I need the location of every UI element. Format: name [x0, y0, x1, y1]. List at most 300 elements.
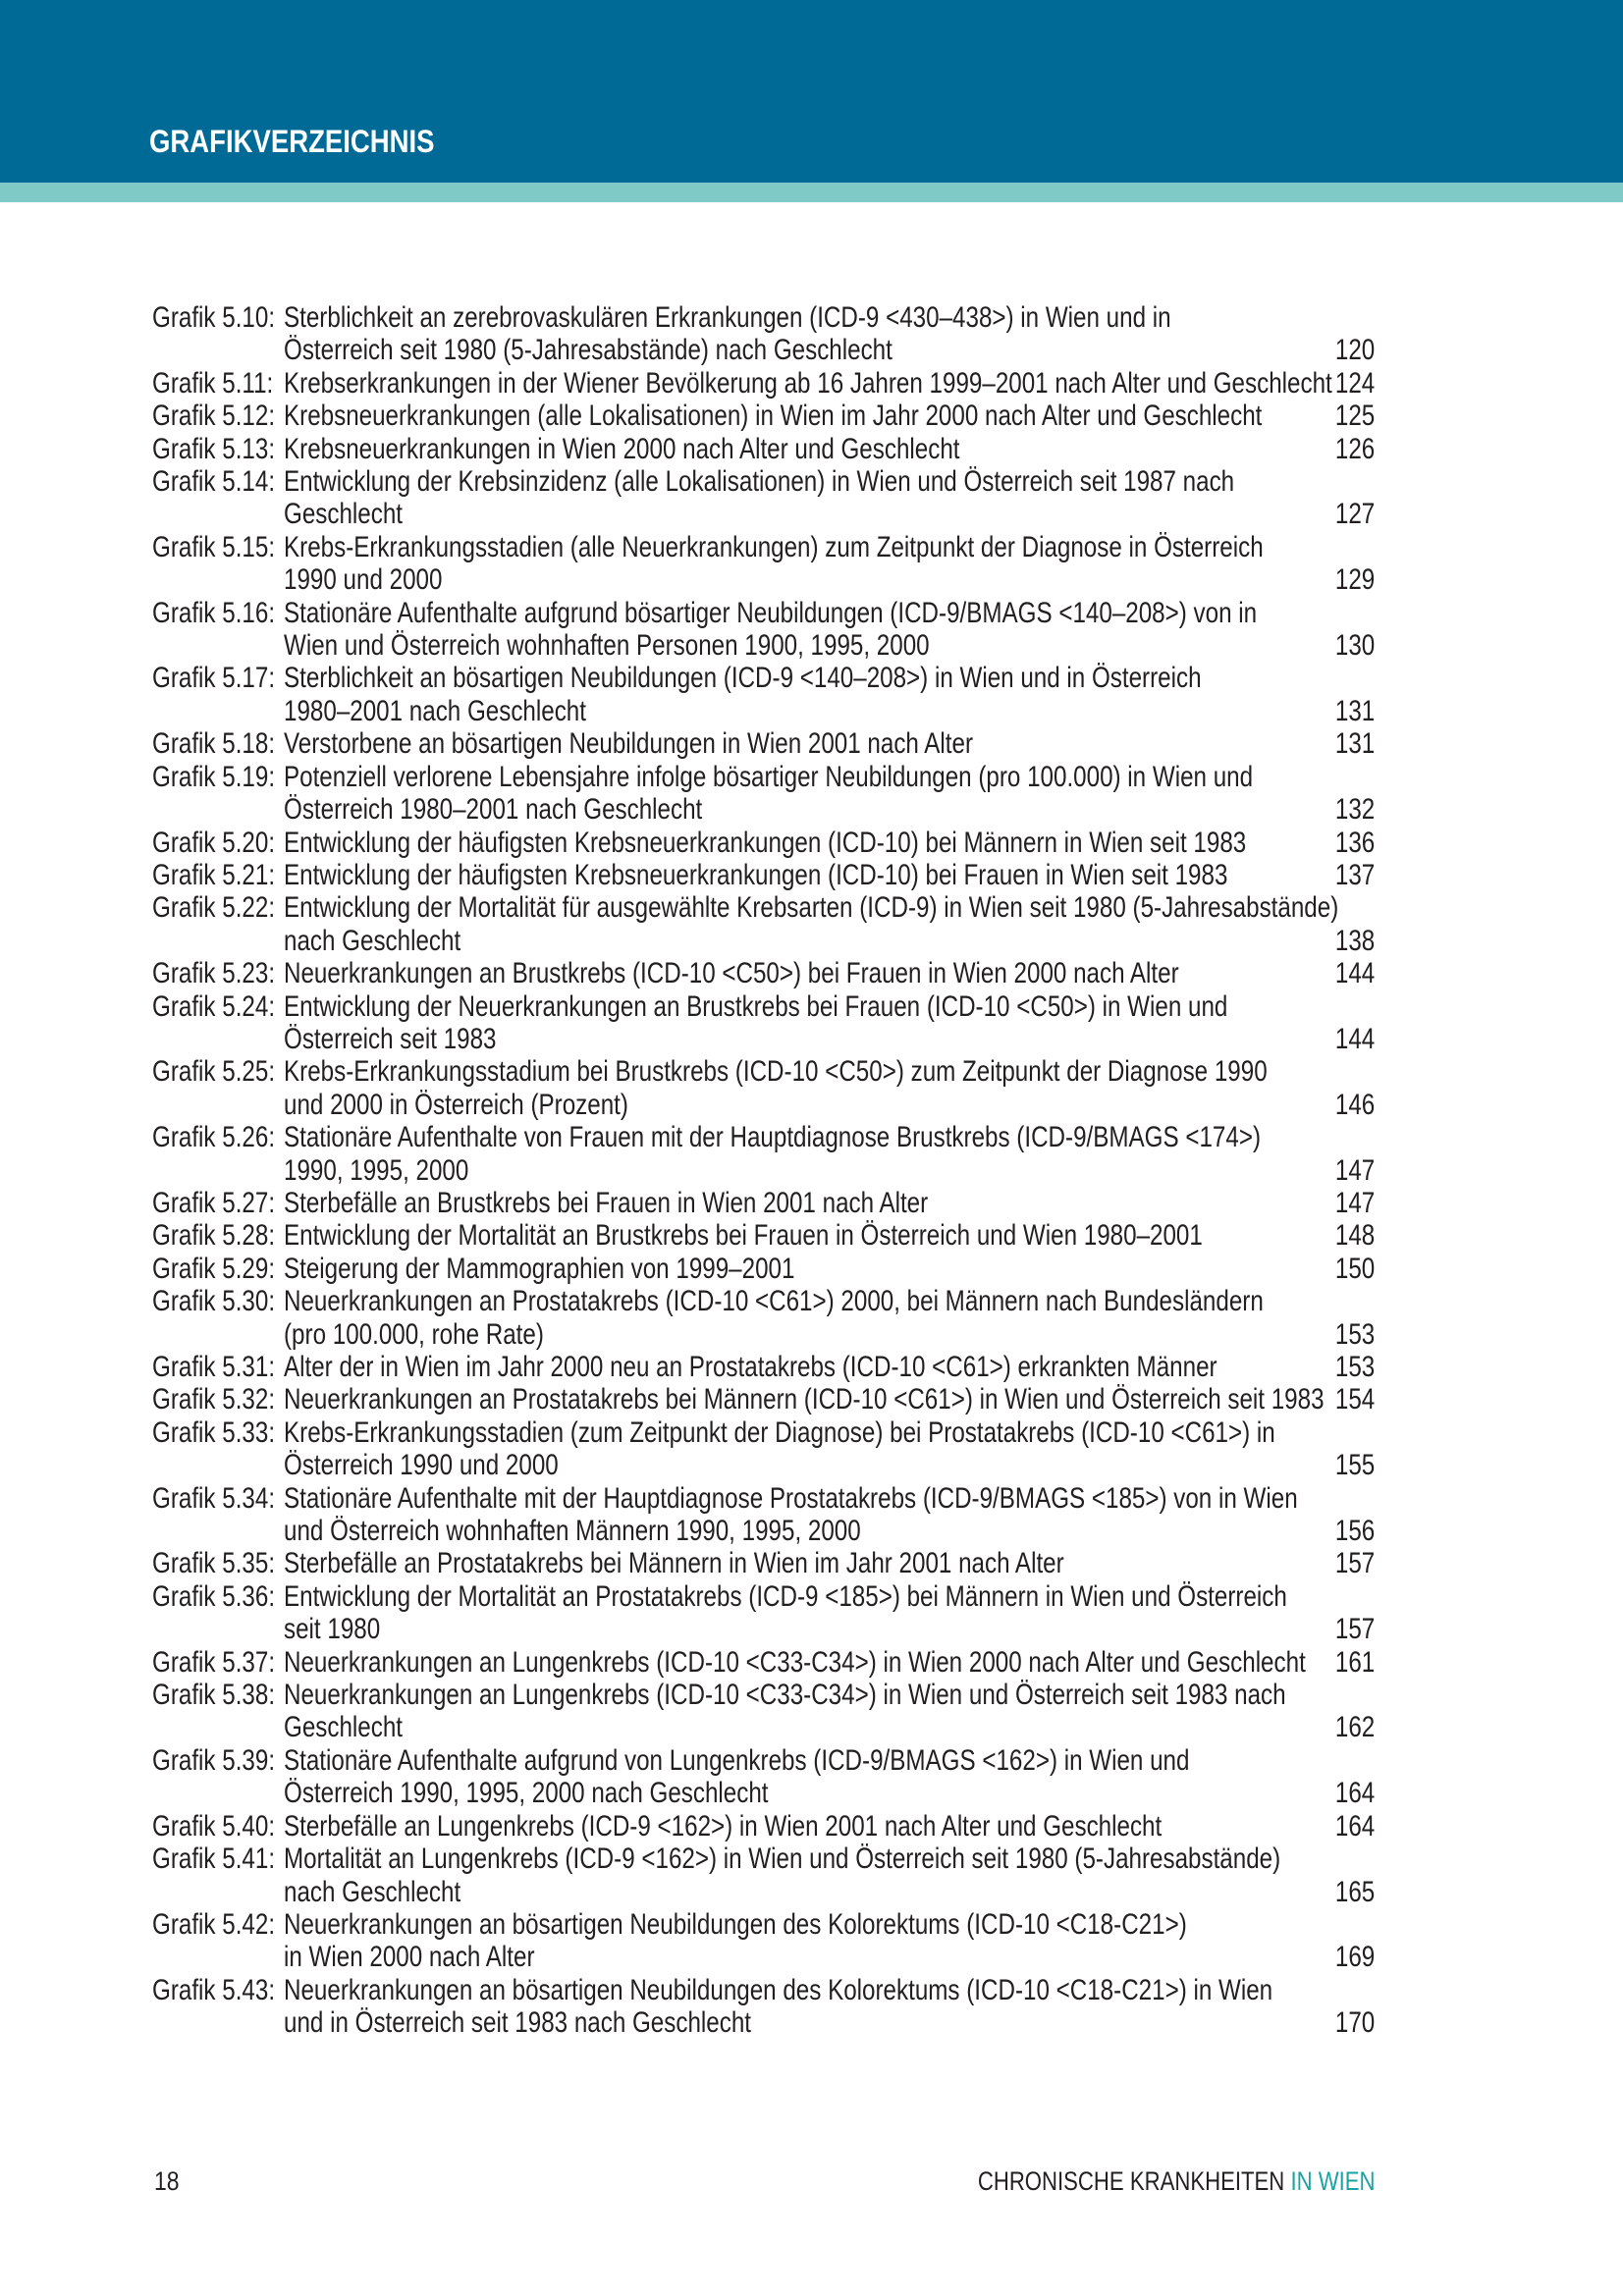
entry-page-number: [1316, 1810, 1375, 1842]
entry-caption: [284, 465, 1443, 531]
entry-number-text: Grafik 5.32:: [152, 1383, 276, 1416]
entry-page-number: [1316, 629, 1375, 662]
entry-page-number-text: 132: [1334, 793, 1375, 827]
toc-entry[interactable]: [152, 727, 1375, 760]
entry-page-number: [1316, 1219, 1375, 1252]
entry-page-number-text: 164: [1334, 1777, 1375, 1810]
entry-caption-line: [284, 1154, 1475, 1187]
entry-page-number-text: 147: [1334, 1186, 1375, 1219]
entry-number: [152, 761, 284, 827]
entry-number-text: Grafik 5.28:: [152, 1219, 276, 1253]
entry-caption: [284, 761, 1466, 827]
toc-entry[interactable]: [152, 1580, 1375, 1646]
entry-page-number: [1316, 1876, 1375, 1908]
entry-number-text: Grafik 5.10:: [152, 301, 276, 334]
entry-page-number: [1316, 793, 1375, 826]
entry-caption: [284, 1416, 1492, 1482]
entry-caption-text: 1990 und 2000: [284, 563, 443, 597]
entry-page-number: [1316, 925, 1375, 957]
entry-caption-line: [284, 662, 1403, 694]
entry-caption-line: [284, 957, 1376, 989]
entry-page-number-text: 144: [1334, 957, 1375, 990]
entry-number-text: Grafik 5.17:: [152, 662, 276, 695]
entry-caption-text: nach Geschlecht: [284, 1875, 461, 1908]
entry-page-number: [1316, 727, 1375, 760]
entry-page-number: [1316, 1515, 1375, 1547]
entry-page-number-text: 157: [1334, 1547, 1375, 1580]
entry-number-text: Grafik 5.41:: [152, 1842, 276, 1876]
entry-number-text: Grafik 5.22:: [152, 891, 276, 925]
entry-number: [152, 827, 284, 859]
entry-caption: [284, 1974, 1489, 2040]
entry-caption-text: Mortalität an Lungenkrebs (ICD-9 <162>) in Wien und Österreich seit 1980 (5-Jahresabstände): [284, 1842, 1281, 1876]
entry-caption-text: in Wien 2000 nach Alter: [284, 1941, 535, 1974]
entry-number: [152, 727, 284, 760]
entry-page-number: [1316, 1351, 1375, 1383]
entry-page-number: [1316, 1711, 1375, 1743]
entry-caption-line: [284, 1974, 1489, 2006]
entry-caption: [284, 1547, 1375, 1579]
entry-page-number: [1316, 1777, 1375, 1809]
entry-number: [152, 662, 284, 727]
entry-number: [152, 400, 284, 432]
entry-number-text: Grafik 5.26:: [152, 1121, 276, 1154]
entry-page-number: [1316, 1547, 1375, 1579]
entry-caption-text: Neuerkrankungen an Prostatakrebs bei Männern (ICD-10 <C61>) in Wien und Österreich seit 1983: [284, 1383, 1325, 1416]
entry-caption-text: und 2000 in Österreich (Prozent): [284, 1088, 628, 1121]
entry-caption: [284, 433, 1375, 465]
entry-page-number-text: 170: [1334, 2006, 1375, 2040]
entry-caption-line: [284, 1547, 1375, 1579]
entry-caption-text: Neuerkrankungen an bösartigen Neubildungen des Kolorektums (ICD-10 <C18-C21>): [284, 1907, 1187, 1941]
entry-number-text: Grafik 5.18:: [152, 727, 276, 761]
entry-caption: [284, 859, 1434, 891]
entry-number: [152, 1646, 284, 1679]
toc-entry[interactable]: [152, 1055, 1375, 1121]
entry-page-number-text: 153: [1334, 1317, 1375, 1351]
entry-page-number: [1316, 498, 1375, 530]
entry-caption-line: [284, 334, 1375, 366]
entry-page-number: [1316, 367, 1375, 400]
entry-caption-text: Neuerkrankungen an Brustkrebs (ICD-10 <C50>) bei Frauen in Wien 2000 nach Alter: [284, 957, 1179, 990]
entry-caption-line: [284, 1941, 1385, 1973]
toc-entry[interactable]: [152, 531, 1375, 597]
entry-page-number-text: 165: [1334, 1875, 1375, 1908]
toc-entry[interactable]: [152, 1219, 1375, 1252]
entry-number: [152, 1810, 284, 1842]
figure-list: [152, 301, 1375, 2040]
entry-number-text: Grafik 5.38:: [152, 1679, 276, 1712]
header-stripe: [0, 183, 1623, 202]
entry-caption-text: Sterbefälle an Prostatakrebs bei Männern in Wien im Jahr 2001 nach Alter: [284, 1547, 1064, 1580]
entry-caption-text: Österreich 1990, 1995, 2000 nach Geschlecht: [284, 1777, 769, 1810]
entry-page-number-text: 154: [1334, 1383, 1375, 1416]
entry-page-number-text: 120: [1334, 334, 1375, 367]
entry-caption-text: Entwicklung der Mortalität an Brustkrebs bei Frauen in Österreich und Wien 1980–2001: [284, 1219, 1203, 1253]
toc-entry[interactable]: [152, 1974, 1375, 2040]
entry-number: [152, 1351, 284, 1383]
entry-caption-text: Krebs-Erkrankungsstadien (zum Zeitpunkt der Diagnose) bei Prostatakrebs (ICD-10 <C61>) in: [284, 1415, 1275, 1449]
entry-number-text: Grafik 5.19:: [152, 760, 276, 793]
toc-entry[interactable]: [152, 1679, 1375, 1744]
footer-page-number: 18: [154, 2166, 180, 2196]
toc-entry[interactable]: [152, 990, 1375, 1056]
entry-page-number: [1316, 1449, 1375, 1481]
entry-caption-line: [284, 859, 1434, 891]
entry-number-text: Grafik 5.21:: [152, 858, 276, 891]
entry-caption-text: Neuerkrankungen an bösartigen Neubildungen des Kolorektums (ICD-10 <C18-C21>) in Wien: [284, 1973, 1273, 2006]
toc-entry[interactable]: [152, 1416, 1375, 1482]
entry-caption: [284, 1908, 1385, 1974]
entry-page-number: [1316, 859, 1375, 891]
entry-page-number-text: 164: [1334, 1809, 1375, 1842]
entry-page-number: [1316, 1318, 1375, 1351]
entry-number: [152, 531, 284, 597]
entry-page-number: [1316, 2006, 1375, 2039]
toc-entry[interactable]: [152, 1285, 1375, 1351]
entry-caption-line: [284, 1023, 1434, 1055]
entry-caption-text: Krebs-Erkrankungsstadien (alle Neuerkrankungen) zum Zeitpunkt der Diagnose in Österreich: [284, 530, 1264, 563]
entry-caption-line: [284, 400, 1477, 432]
entry-number-text: Grafik 5.29:: [152, 1252, 276, 1285]
toc-entry[interactable]: [152, 301, 1375, 367]
toc-entry[interactable]: [152, 827, 1375, 859]
entry-page-number-text: 125: [1334, 400, 1375, 433]
entry-page-number: [1316, 1023, 1375, 1055]
entry-caption-line: [284, 597, 1471, 629]
entry-page-number: [1316, 827, 1375, 859]
entry-page-number: [1316, 1383, 1375, 1415]
entry-caption-text: Neuerkrankungen an Lungenkrebs (ICD-10 <C33-C34>) in Wien und Österreich seit 1983 nach: [284, 1679, 1286, 1712]
entry-caption: [284, 957, 1376, 989]
entry-number-text: Grafik 5.20:: [152, 826, 276, 859]
entry-page-number-text: 157: [1334, 1613, 1375, 1646]
entry-page-number: [1316, 1187, 1375, 1219]
entry-number-text: Grafik 5.27:: [152, 1186, 276, 1219]
entry-caption-line: [284, 761, 1466, 793]
entry-caption-line: [284, 1351, 1422, 1383]
entry-number: [152, 891, 284, 957]
entry-caption-text: Steigerung der Mammographien von 1999–2001: [284, 1252, 795, 1285]
entry-caption: [284, 1285, 1479, 1351]
entry-caption-text: und Österreich wohnhaften Männern 1990, 1995, 2000: [284, 1515, 861, 1548]
entry-page-number: [1316, 563, 1375, 596]
entry-number: [152, 1679, 284, 1744]
entry-caption-text: Stationäre Aufenthalte von Frauen mit der Hauptdiagnose Brustkrebs (ICD-9/BMAGS <174>): [284, 1121, 1262, 1154]
entry-caption-line: [284, 1416, 1492, 1449]
entry-number: [152, 1482, 284, 1548]
entry-number-text: Grafik 5.24:: [152, 989, 276, 1023]
entry-page-number: [1316, 1613, 1375, 1645]
entry-caption-text: Stationäre Aufenthalte mit der Hauptdiagnose Prostatakrebs (ICD-9/BMAGS <185>) von in Wien: [284, 1481, 1298, 1515]
entry-caption-line: [284, 531, 1479, 563]
entry-caption: [284, 1253, 1375, 1285]
entry-number-text: Grafik 5.35:: [152, 1547, 276, 1580]
entry-number: [152, 1580, 284, 1646]
entry-number: [152, 859, 284, 891]
entry-caption-text: Entwicklung der Krebsinzidenz (alle Lokalisationen) in Wien und Österreich seit 1987 nach: [284, 465, 1235, 499]
entry-caption: [284, 727, 1375, 760]
entry-number: [152, 597, 284, 663]
entry-number-text: Grafik 5.31:: [152, 1351, 276, 1383]
entry-caption-line: [284, 2006, 1489, 2039]
entry-caption-text: Neuerkrankungen an Lungenkrebs (ICD-10 <C33-C34>) in Wien 2000 nach Alter und Geschlecht: [284, 1645, 1306, 1679]
footer-title-accent: IN WIEN: [1290, 2166, 1376, 2196]
entry-number: [152, 990, 284, 1056]
entry-caption-line: [284, 990, 1434, 1023]
entry-page-number-text: 169: [1334, 1941, 1375, 1974]
entry-page-number: [1316, 695, 1375, 727]
toc-entry[interactable]: [152, 1744, 1375, 1810]
entry-page-number-text: 153: [1334, 1351, 1375, 1383]
entry-caption-line: [284, 1482, 1520, 1515]
entry-caption-line: [284, 629, 1471, 662]
entry-number-text: Grafik 5.13:: [152, 432, 276, 465]
entry-caption-line: [284, 301, 1375, 334]
entry-caption-line: [284, 1121, 1475, 1153]
footer-title-main: CHRONISCHE KRANKHEITEN: [978, 2166, 1291, 2196]
toc-entry[interactable]: [152, 1121, 1375, 1187]
toc-entry[interactable]: [152, 859, 1375, 891]
entry-page-number-text: 161: [1334, 1645, 1375, 1679]
entry-caption-line: [284, 1449, 1492, 1481]
entry-caption: [284, 301, 1375, 367]
entry-page-number-text: 130: [1334, 629, 1375, 663]
entry-number-text: Grafik 5.25:: [152, 1055, 276, 1089]
entry-caption: [284, 1744, 1388, 1810]
entry-caption: [284, 1187, 1375, 1219]
entry-page-number-text: 124: [1334, 366, 1375, 400]
entry-caption-text: Krebserkrankungen in der Wiener Bevölkerung ab 16 Jahren 1999–2001 nach Alter und Geschlecht: [284, 366, 1332, 400]
entry-caption-line: [284, 1187, 1375, 1219]
entry-number: [152, 1842, 284, 1908]
entry-caption-line: [284, 1777, 1388, 1809]
entry-caption-text: Potenziell verlorene Lebensjahre infolge bösartiger Neubildungen (pro 100.000) in Wien und: [284, 760, 1254, 793]
entry-caption-text: (pro 100.000, rohe Rate): [284, 1317, 544, 1351]
entry-caption: [284, 891, 1570, 957]
entry-page-number-text: 131: [1334, 727, 1375, 761]
entry-number: [152, 1744, 284, 1810]
entry-number: [152, 1974, 284, 2040]
entry-caption-text: seit 1980: [284, 1613, 381, 1646]
entry-page-number: [1316, 334, 1375, 366]
toc-entry[interactable]: [152, 1646, 1375, 1679]
entry-page-number: [1316, 433, 1375, 465]
entry-caption-line: [284, 1089, 1484, 1121]
page-title: GRAFIKVERZEICHNIS: [149, 124, 435, 159]
entry-number-text: Grafik 5.14:: [152, 465, 276, 499]
entry-number-text: Grafik 5.42:: [152, 1907, 276, 1941]
entry-caption-text: Österreich seit 1980 (5-Jahresabstände) nach Geschlecht: [284, 334, 893, 367]
entry-caption-text: Entwicklung der häufigsten Krebsneuerkrankungen (ICD-10) bei Frauen in Wien seit 1983: [284, 858, 1228, 891]
entry-page-number-text: 162: [1334, 1711, 1375, 1744]
entry-caption-line: [284, 1679, 1506, 1711]
entry-number: [152, 1253, 284, 1285]
entry-caption: [284, 400, 1477, 432]
entry-page-number: [1316, 957, 1375, 989]
toc-entry[interactable]: [152, 761, 1375, 827]
entry-caption: [284, 1810, 1375, 1842]
entry-caption-text: Sterblichkeit an zerebrovaskulären Erkrankungen (ICD-9 <430–438>) in Wien und in: [284, 301, 1171, 334]
entry-caption-line: [284, 498, 1443, 530]
entry-number-text: Grafik 5.16:: [152, 596, 276, 629]
entry-caption-text: nach Geschlecht: [284, 924, 461, 957]
entry-caption-text: Entwicklung der Neuerkrankungen an Brustkrebs bei Frauen (ICD-10 <C50>) in Wien und: [284, 989, 1228, 1023]
entry-page-number-text: 148: [1334, 1219, 1375, 1253]
entry-caption-text: Österreich 1990 und 2000: [284, 1449, 559, 1482]
entry-number: [152, 1285, 284, 1351]
entry-caption-text: Geschlecht: [284, 498, 404, 531]
entry-caption-line: [284, 563, 1479, 596]
entry-caption-line: [284, 465, 1443, 498]
entry-caption-line: [284, 1744, 1388, 1777]
entry-caption-text: Stationäre Aufenthalte aufgrund bösartiger Neubildungen (ICD-9/BMAGS <140–208>) von in: [284, 596, 1258, 629]
entry-page-number-text: 136: [1334, 826, 1375, 859]
entry-caption: [284, 531, 1479, 597]
entry-page-number: [1316, 1646, 1375, 1679]
entry-number: [152, 1547, 284, 1579]
entry-caption-line: [284, 1810, 1375, 1842]
entry-caption-text: Österreich 1980–2001 nach Geschlecht: [284, 793, 703, 827]
entry-caption-text: Krebsneuerkrankungen (alle Lokalisationen) in Wien im Jahr 2000 nach Alter und Geschlecht: [284, 400, 1263, 433]
entry-caption-text: Sterbefälle an Brustkrebs bei Frauen in Wien 2001 nach Alter: [284, 1186, 929, 1219]
entry-caption-line: [284, 891, 1570, 924]
toc-entry[interactable]: [152, 1187, 1375, 1219]
entry-caption-text: Sterblichkeit an bösartigen Neubildungen (ICD-9 <140–208>) in Wien und in Österreich: [284, 662, 1202, 695]
entry-number-text: Grafik 5.36:: [152, 1579, 276, 1613]
entry-number: [152, 1219, 284, 1252]
entry-page-number: [1316, 1941, 1375, 1973]
toc-entry[interactable]: [152, 1908, 1375, 1974]
entry-caption-line: [284, 793, 1466, 826]
entry-number: [152, 1416, 284, 1482]
entry-number-text: Grafik 5.37:: [152, 1645, 276, 1679]
entry-number-text: Grafik 5.39:: [152, 1743, 276, 1777]
entry-caption-line: [284, 1253, 1375, 1285]
entry-caption-text: Alter der in Wien im Jahr 2000 neu an Prostatakrebs (ICD-10 <C61>) erkrankten Männer: [284, 1351, 1217, 1383]
toc-entry[interactable]: [152, 465, 1375, 531]
entry-number: [152, 433, 284, 465]
entry-number-text: Grafik 5.34:: [152, 1481, 276, 1515]
entry-caption-line: [284, 727, 1375, 760]
entry-number: [152, 1055, 284, 1121]
entry-caption-text: Stationäre Aufenthalte aufgrund von Lungenkrebs (ICD-9/BMAGS <162>) in Wien und: [284, 1743, 1190, 1777]
entry-number: [152, 465, 284, 531]
entry-caption-line: [284, 695, 1403, 727]
entry-caption-line: [284, 433, 1375, 465]
toc-entry[interactable]: [152, 1547, 1375, 1579]
entry-page-number: [1316, 1154, 1375, 1187]
entry-caption-line: [284, 1580, 1507, 1613]
entry-number: [152, 367, 284, 400]
entry-caption: [284, 1219, 1404, 1252]
entry-number: [152, 957, 284, 989]
entry-number-text: Grafik 5.15:: [152, 530, 276, 563]
entry-page-number-text: 156: [1334, 1515, 1375, 1548]
toc-entry[interactable]: [152, 367, 1375, 400]
entry-caption: [284, 662, 1403, 727]
toc-entry[interactable]: [152, 433, 1375, 465]
toc-entry[interactable]: [152, 1842, 1375, 1908]
entry-page-number-text: 146: [1334, 1088, 1375, 1121]
entry-caption-line: [284, 1318, 1479, 1351]
entry-caption-line: [284, 1842, 1499, 1875]
toc-entry[interactable]: [152, 662, 1375, 727]
toc-entry[interactable]: [152, 1482, 1375, 1548]
footer-title: [978, 2165, 1376, 2197]
entry-page-number-text: 137: [1334, 858, 1375, 891]
entry-number: [152, 1908, 284, 1974]
entry-page-number: [1316, 1253, 1375, 1285]
entry-caption-line: [284, 1219, 1404, 1252]
entry-caption-line: [284, 925, 1570, 957]
entry-caption-line: [284, 1055, 1484, 1088]
entry-caption-text: Entwicklung der Mortalität an Prostatakrebs (ICD-9 <185>) bei Männern in Wien und Österreich: [284, 1579, 1287, 1613]
entry-number-text: Grafik 5.12:: [152, 400, 276, 433]
entry-page-number: [1316, 400, 1375, 432]
entry-caption-text: Geschlecht: [284, 1711, 404, 1744]
entry-page-number-text: 126: [1334, 432, 1375, 465]
entry-page-number-text: 127: [1334, 498, 1375, 531]
toc-entry[interactable]: [152, 400, 1375, 432]
toc-entry[interactable]: [152, 1810, 1375, 1842]
entry-caption-text: Krebsneuerkrankungen in Wien 2000 nach Alter und Geschlecht: [284, 432, 960, 465]
entry-number-text: Grafik 5.43:: [152, 1973, 276, 2006]
entry-number-text: Grafik 5.33:: [152, 1415, 276, 1449]
entry-caption-text: 1980–2001 nach Geschlecht: [284, 694, 586, 727]
entry-page-number-text: 129: [1334, 563, 1375, 597]
entry-page-number-text: 150: [1334, 1252, 1375, 1285]
entry-caption: [284, 1121, 1475, 1187]
entry-page-number-text: 131: [1334, 694, 1375, 727]
entry-caption-text: Wien und Österreich wohnhaften Personen 1900, 1995, 2000: [284, 629, 930, 663]
toc-entry[interactable]: [152, 957, 1375, 989]
toc-entry[interactable]: [152, 1253, 1375, 1285]
entry-caption-line: [284, 827, 1457, 859]
entry-number: [152, 1187, 284, 1219]
entry-number: [152, 1383, 284, 1415]
entry-number: [152, 301, 284, 367]
entry-caption: [284, 990, 1434, 1056]
toc-entry[interactable]: [152, 1383, 1375, 1415]
entry-caption-text: Krebs-Erkrankungsstadium bei Brustkrebs (ICD-10 <C50>) zum Zeitpunkt der Diagnose 1990: [284, 1055, 1268, 1089]
toc-entry[interactable]: [152, 891, 1375, 957]
entry-caption-line: [284, 1285, 1479, 1317]
entry-caption-text: Entwicklung der Mortalität für ausgewählte Krebsarten (ICD-9) in Wien seit 1980 (5-Jahresabstände): [284, 891, 1339, 925]
toc-entry[interactable]: [152, 597, 1375, 663]
entry-page-number-text: 147: [1334, 1153, 1375, 1187]
entry-number-text: Grafik 5.23:: [152, 957, 276, 990]
entry-caption: [284, 827, 1457, 859]
entry-caption-text: Neuerkrankungen an Prostatakrebs (ICD-10 <C61>) 2000, bei Männern nach Bundesländern: [284, 1285, 1264, 1318]
entry-caption-text: und in Österreich seit 1983 nach Geschlecht: [284, 2006, 752, 2040]
entry-page-number-text: 138: [1334, 924, 1375, 957]
toc-entry[interactable]: [152, 1351, 1375, 1383]
entry-caption-text: Sterbefälle an Lungenkrebs (ICD-9 <162>) in Wien 2001 nach Alter und Geschlecht: [284, 1809, 1163, 1842]
entry-caption-text: 1990, 1995, 2000: [284, 1153, 469, 1187]
entry-caption: [284, 1055, 1484, 1121]
entry-number-text: Grafik 5.40:: [152, 1809, 276, 1842]
entry-number-text: Grafik 5.11:: [152, 366, 274, 400]
entry-page-number-text: 155: [1334, 1449, 1375, 1482]
entry-caption: [284, 1351, 1422, 1383]
entry-caption: [284, 597, 1471, 663]
entry-number: [152, 1121, 284, 1187]
entry-caption-text: Österreich seit 1983: [284, 1022, 497, 1055]
entry-caption-text: Entwicklung der häufigsten Krebsneuerkrankungen (ICD-10) bei Männern in Wien seit 1983: [284, 826, 1247, 859]
entry-caption-text: Verstorbene an bösartigen Neubildungen in Wien 2001 nach Alter: [284, 727, 973, 761]
entry-caption-line: [284, 1908, 1385, 1941]
